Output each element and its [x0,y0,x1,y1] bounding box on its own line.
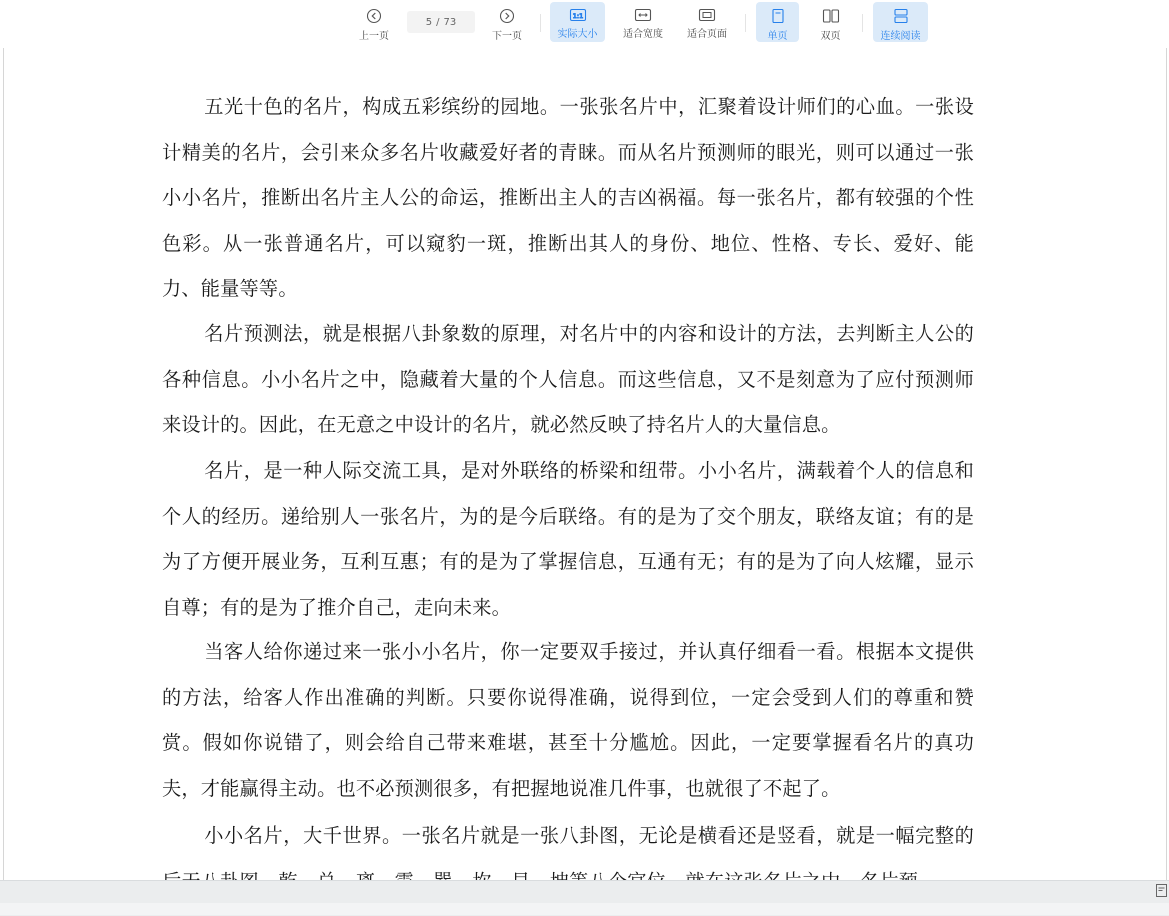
page-edge-right [1166,48,1167,880]
single-page-icon [771,8,785,24]
actual-size-button[interactable] [550,2,605,42]
continuous-reading-label: 连续阅读 [880,31,921,42]
total-pages: 73 [443,16,457,28]
page-thumbnail-icon[interactable] [1156,884,1167,897]
toolbar-divider [540,14,541,32]
chevron-right-circle-icon [499,8,515,24]
page-separator: / [436,16,440,28]
next-page-button[interactable] [485,2,529,42]
single-page-button[interactable] [756,2,799,42]
paragraph: 小小名片，大千世界。一张名片就是一张八卦图，无论是横看还是竖看，就是一幅完整的 [204,824,974,847]
next-page-label: 下一页 [492,31,522,42]
viewer-toolbar [0,0,1169,48]
status-bar [0,880,1169,916]
fit-page-icon [698,8,716,22]
actual-size-label: 实际大小 [557,29,598,40]
chevron-left-circle-icon [366,8,382,24]
document-page [0,48,1169,880]
paragraph: 名片，是一种人际交流工具，是对外联络的桥梁和纽带。小小名片，满载着个人的信息和个人的经历。递给别人一张名片，为的是今后联络。有的是为了交个朋友，联络友谊；有的是为了方便开展业务，互利互惠；有的是为了掌握信息，互通有无；有的是为了向人炫耀，显示自尊；有的是为了推介自己，走向未来。 [162,459,974,619]
fit-page-button[interactable] [681,2,733,42]
page-number-box[interactable] [407,11,475,33]
current-page-input[interactable]: 5 [425,16,433,28]
fit-page-label: 适合页面 [687,29,727,40]
svg-text:1:1: 1:1 [572,12,583,20]
fit-width-label: 适合宽度 [623,29,663,40]
continuous-reading-button[interactable] [873,2,928,42]
paragraph: 名片预测法，就是根据八卦象数的原理，对名片中的内容和设计的方法，去判断主人公的各种信息。小小名片之中，隐藏着大量的个人信息。而这些信息，又不是刻意为了应付预测师来设计的。因此，在无意之中设计的名片，就必然反映了持名片人的大量信息。 [162,322,974,436]
fit-width-button[interactable] [617,2,669,42]
toolbar-divider [862,14,863,32]
paragraph: 五光十色的名片，构成五彩缤纷的园地。一张张名片中，汇聚着设计师们的心血。一张设计精美的名片，会引来众多名片收藏爱好者的青睐。而从名片预测师的眼光，则可以通过一张小小名片，推断出名片主人公的命运，推断出主人的吉凶祸福。每一张名片，都有较强的个性色彩。从一张普通名片，可以窥豹一斑，推断出其人的身份、地位、性格、专长、爱好、能力、能量等等。 [162,95,974,300]
page-edge-left [3,48,4,880]
double-page-icon [822,8,840,24]
double-page-button[interactable] [809,2,852,42]
prev-page-button[interactable] [352,2,396,42]
continuous-reading-icon [893,8,909,24]
toolbar-divider [745,14,746,32]
fit-width-icon [634,8,652,22]
single-page-label: 单页 [767,31,788,42]
actual-size-icon [569,8,587,22]
prev-page-label: 上一页 [359,31,389,42]
horizontal-scrollbar[interactable] [0,903,1169,915]
paragraph: 当客人给你递过来一张小小名片，你一定要双手接过，并认真仔细看一看。根据本文提供的方法，给客人作出准确的判断。只要你说得准确，说得到位，一定会受到人们的尊重和赞赏。假如你说错了，则会给自己带来难堪，甚至十分尴尬。因此，一定要掌握看名片的真功夫，才能赢得主动。也不必预测很多，有把握地说准几件事，也就很了不起了。 [162,640,974,800]
double-page-label: 双页 [820,31,841,42]
